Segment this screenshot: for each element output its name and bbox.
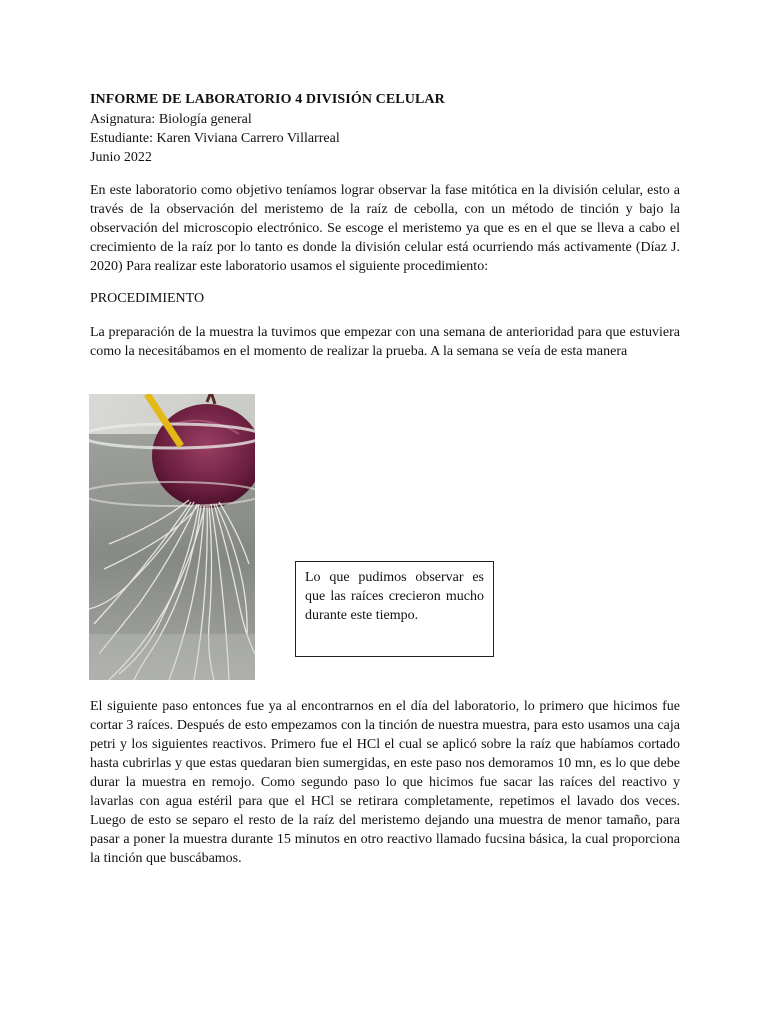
report-title: INFORME DE LABORATORIO 4 DIVISIÓN CELULAR xyxy=(90,92,445,107)
section-heading: PROCEDIMIENTO xyxy=(90,291,205,306)
date-line: Junio 2022 xyxy=(90,150,152,165)
student-line: Estudiante: Karen Viviana Carrero Villarreal xyxy=(90,131,340,146)
procedure-paragraph: El siguiente paso entonces fue ya al encontrarnos en el día del laboratorio, lo primero que hicimos fue cortar 3 raíces. Después de esto empezamos con la tinción de nuestra muestra, para esto usamos una caja petri y los siguientes reactivos. Primero fue el HCl el cual se aplicó sobre la raíz que habíamos cortado hasta cubrirlas y que estas quedaran bien sumergidas, en este paso nos demoramos 10 mn, es lo que debe durar la muestra en remojo. Como segundo paso lo que hicimos fue sacar las raíces del reactivo y lavarlas con agua estéril para que el HCl se retirara completamente, repetimos el lavado dos veces. Luego de esto se separo el resto de la raíz del meristemo dejando una muestra de menor tamaño, para pasar a poner la muestra durante 15 minutos en otro reactivo llamado fucsina básica, la cual proporciona la tinción que buscábamos. xyxy=(90,699,680,866)
preparation-paragraph: La preparación de la muestra la tuvimos que empezar con una semana de anterioridad para que estuviera como la necesitábamos en el momento de realizar la prueba. A la semana se veía de esta manera xyxy=(90,325,680,359)
observation-caption-box: Lo que pudimos observar es que las raíces crecieron mucho durante este tiempo. xyxy=(295,561,494,657)
subject-line: Asignatura: Biología general xyxy=(90,112,252,127)
intro-paragraph: En este laboratorio como objetivo teníamos lograr observar la fase mitótica en la división celular, esto a través de la observación del meristemo de la raíz de cebolla, con un método de tinción y bajo la observación del microscopio electrónico. Se escoge el meristemo ya que es en el que se lleva a cabo el crecimiento de la raíz por lo tanto es donde la división celular está ocurriendo más activamente (Díaz J. 2020) Para realizar este laboratorio usamos el siguiente procedimiento: xyxy=(90,183,680,274)
onion-roots-photo xyxy=(89,394,255,680)
